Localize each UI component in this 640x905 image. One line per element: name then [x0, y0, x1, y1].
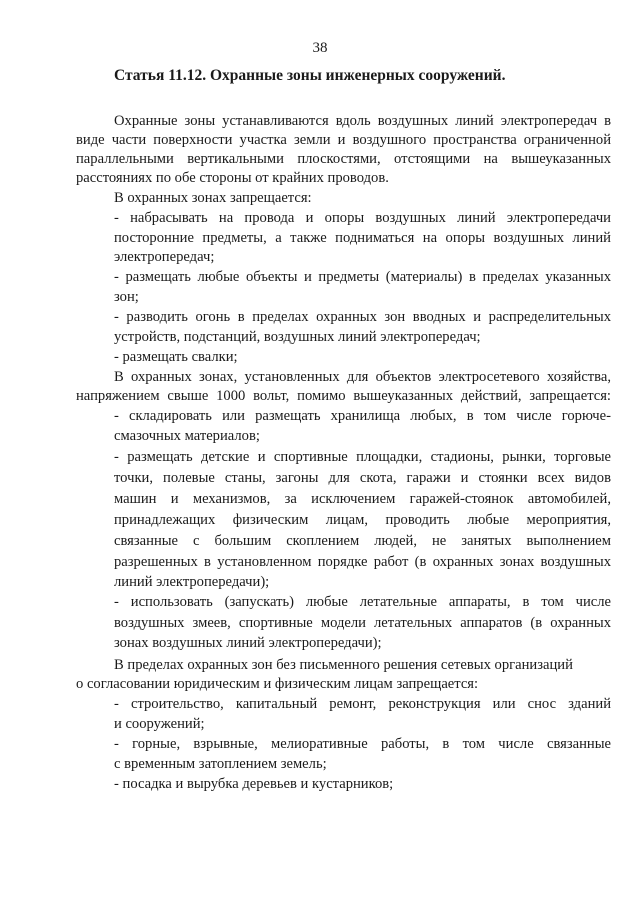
text-line: - размещать свалки; — [114, 349, 238, 365]
text-line: смазочных материалов; — [114, 428, 260, 444]
text-line: и сооружений; — [114, 716, 205, 732]
text-line: о согласовании юридическим и физическим лицам запрещается: — [76, 676, 479, 692]
text-line: зон; — [114, 289, 139, 305]
text-line: - использовать (запускать) любые летательные аппараты, в том числе — [114, 594, 611, 610]
text-line: виде части поверхности участка земли и воздушного пространства ограниченной — [76, 132, 611, 148]
text-line: зонах воздушных линий электропередачи); — [114, 635, 382, 651]
text-line: напряжением свыше 1000 вольт, помимо вышеуказанных действий, запрещается: — [76, 388, 611, 404]
text-line: электропередач; — [114, 249, 215, 265]
text-line: воздушных змеев, спортивные модели летательных аппаратов (в охранных — [114, 615, 611, 631]
text-line: посторонние предметы, а также подниматься на опоры воздушных линий — [114, 230, 611, 246]
text-line: - горные, взрывные, мелиоративные работы, в том числе связанные — [114, 736, 611, 752]
text-line: - разводить огонь в пределах охранных зон вводных и распределительных — [114, 309, 611, 325]
text-line: устройств, подстанций, воздушных линий электропередач; — [114, 329, 481, 345]
text-line: машин и механизмов, за исключением гаражей-стоянок автомобилей, — [114, 491, 611, 507]
text-line: принадлежащих физическим лицам, проводить любые мероприятия, — [114, 512, 611, 528]
text-line: - размещать любые объекты и предметы (материалы) в пределах указанных — [114, 269, 611, 285]
text-line: В охранных зонах запрещается: — [114, 190, 312, 206]
text-line: - строительство, капитальный ремонт, реконструкция или снос зданий — [114, 696, 611, 712]
text-line: - складировать или размещать хранилища любых, в том числе горюче- — [114, 408, 611, 424]
text-line: В охранных зонах, установленных для объектов электросетевого хозяйства, — [114, 369, 611, 385]
text-line: - посадка и вырубка деревьев и кустарников; — [114, 776, 394, 792]
article-title: Статья 11.12. Охранные зоны инженерных сооружений. — [114, 67, 506, 84]
text-line: линий электропередачи); — [114, 574, 270, 590]
text-line: точки, полевые станы, загоны для скота, гаражи и стоянки всех видов — [114, 470, 611, 486]
text-line: - набрасывать на провода и опоры воздушных линий электропередачи — [114, 210, 611, 226]
text-line: В пределах охранных зон без письменного решения сетевых организаций — [114, 657, 573, 673]
text-line: Охранные зоны устанавливаются вдоль воздушных линий электропередач в — [114, 113, 611, 129]
text-line: расстояниях по обе стороны от крайних проводов. — [76, 170, 389, 186]
text-line: связанные с большим скоплением людей, не занятых выполнением — [114, 533, 611, 549]
page-number: 38 — [312, 40, 328, 56]
text-line: параллельными вертикальными плоскостями, отстоящими на вышеуказанных — [76, 151, 611, 167]
text-line: - размещать детские и спортивные площадки, стадионы, рынки, торговые — [114, 449, 611, 465]
text-line: разрешенных в установленном порядке работ (в охранных зонах воздушных — [114, 554, 611, 570]
text-line: с временным затоплением земель; — [114, 756, 327, 772]
